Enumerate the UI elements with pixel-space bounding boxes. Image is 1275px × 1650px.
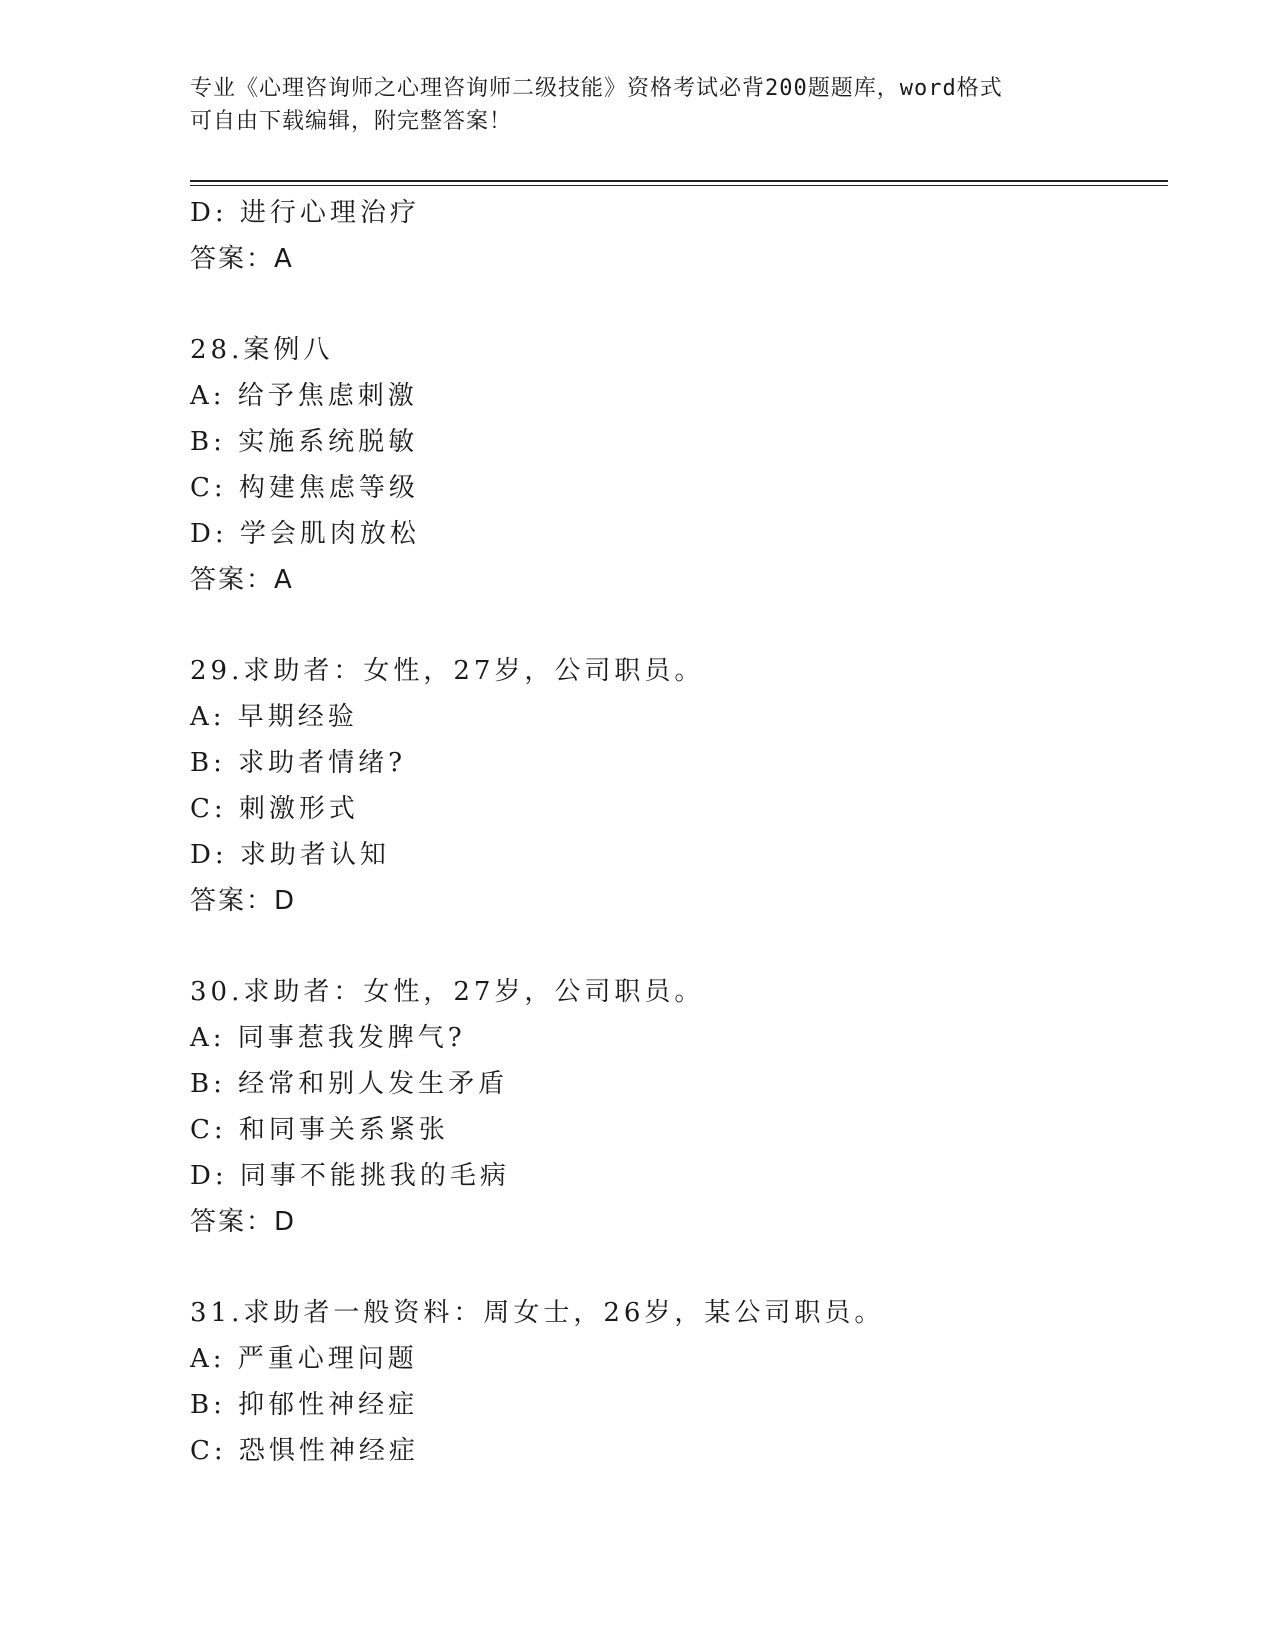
option-b: B: 求助者情绪?: [190, 748, 407, 778]
header-rule-thin: [190, 185, 1168, 186]
answer: 答案：D: [190, 1207, 297, 1237]
question-title: 30.求助者：女性，27岁，公司职员。: [190, 977, 705, 1007]
option-a: A: 同事惹我发脾气?: [190, 1023, 466, 1053]
option-c: C: 构建焦虑等级: [190, 473, 419, 503]
option-c: C: 恐惧性神经症: [190, 1436, 419, 1466]
header-line-2: 可自由下载编辑，附完整答案！: [190, 109, 513, 134]
option-a: A: 严重心理问题: [190, 1344, 418, 1374]
question-title: 31.求助者一般资料：周女士，26岁，某公司职员。: [190, 1298, 885, 1328]
question-title: 29.求助者：女性，27岁，公司职员。: [190, 656, 705, 686]
answer: 答案：A: [190, 244, 294, 274]
option-b: B: 实施系统脱敏: [190, 427, 419, 457]
header-rule-thick: [190, 180, 1168, 182]
option-a: A: 早期经验: [190, 702, 358, 732]
answer: 答案：D: [190, 886, 297, 916]
option-b: B: 抑郁性神经症: [190, 1390, 419, 1420]
option-c: C: 和同事关系紧张: [190, 1115, 449, 1145]
option-c: C: 刺激形式: [190, 794, 359, 824]
header-line-1: 专业《心理咨询师之心理咨询师二级技能》资格考试必背200题题库，word格式: [190, 76, 1003, 101]
option-d: D: 同事不能挑我的毛病: [190, 1161, 510, 1191]
question-list: [190, 190, 1170, 1474]
option-d: D: 求助者认知: [190, 840, 390, 870]
document-header: [190, 72, 1090, 138]
option-d: D: 进行心理治疗: [190, 198, 420, 228]
option-a: A: 给予焦虑刺激: [190, 381, 418, 411]
answer: 答案：A: [190, 565, 294, 595]
option-d: D: 学会肌肉放松: [190, 519, 420, 549]
option-b: B: 经常和别人发生矛盾: [190, 1069, 509, 1099]
question-title: 28.案例八: [190, 335, 334, 365]
